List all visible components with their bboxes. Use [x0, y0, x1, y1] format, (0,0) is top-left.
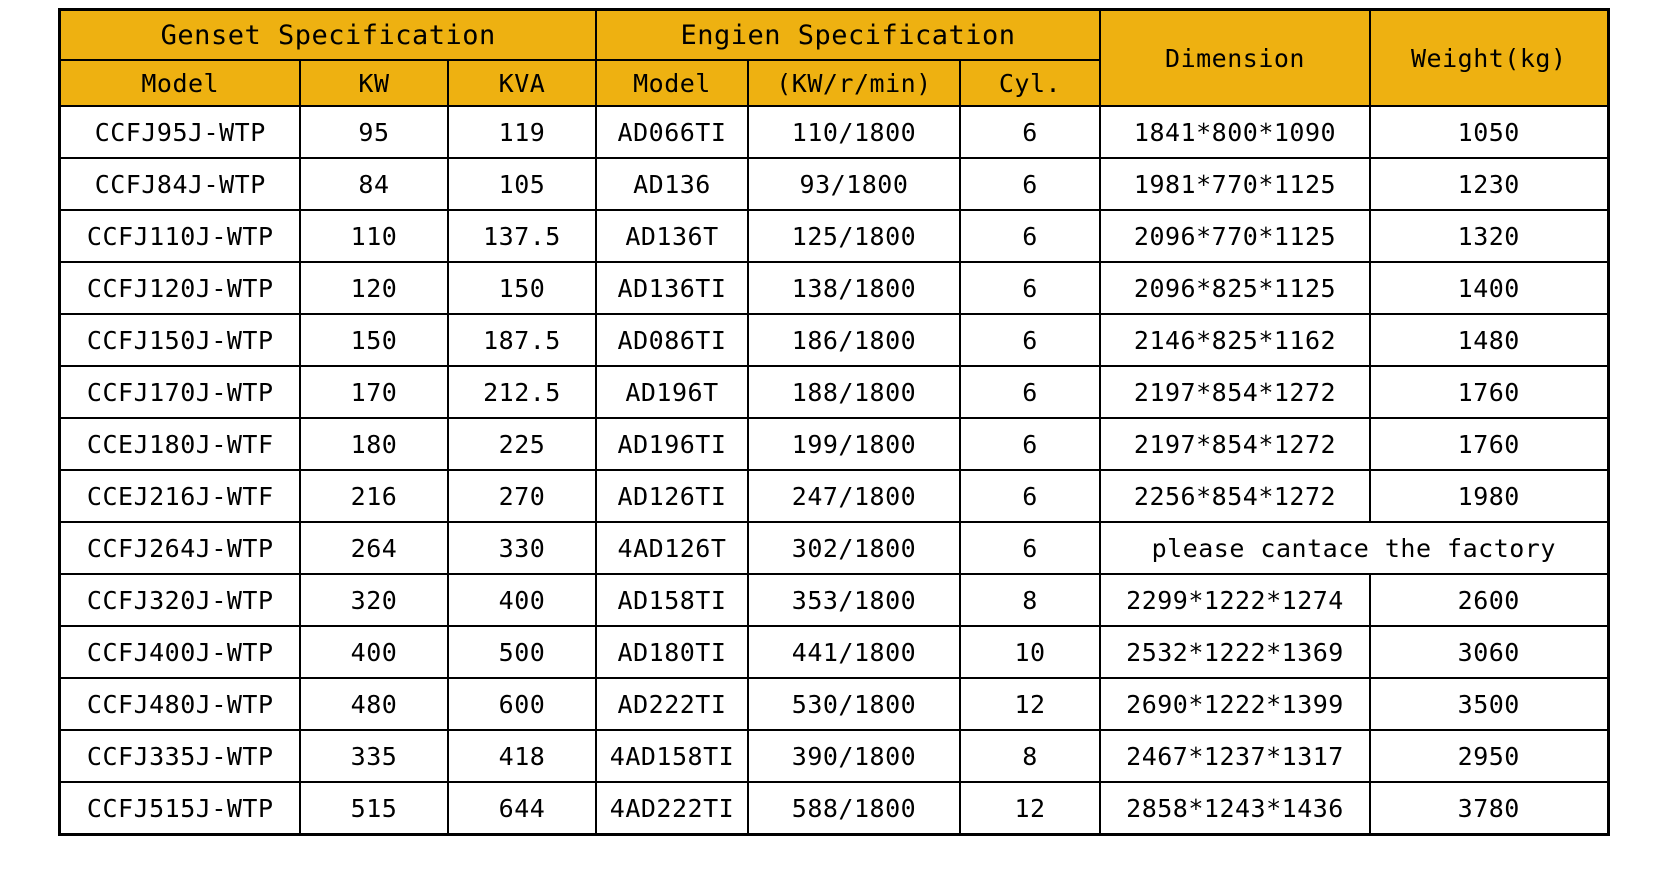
- table-row: [60, 574, 1608, 626]
- cell-weight: 1320: [1370, 210, 1608, 262]
- header-genset-model: Model: [60, 60, 300, 106]
- cell-kw: 170: [300, 366, 448, 418]
- table-row: [60, 366, 1608, 418]
- cell-dimension: 2197*854*1272: [1100, 366, 1370, 418]
- cell-cyl: 6: [960, 210, 1100, 262]
- cell-genset-model: CCFJ110J-WTP: [60, 210, 300, 262]
- table-row: [60, 106, 1608, 158]
- header-group-row: [60, 10, 1608, 61]
- cell-kw-rmin: 110/1800: [748, 106, 960, 158]
- header-dimension: Dimension: [1100, 10, 1370, 107]
- cell-kw-rmin: 441/1800: [748, 626, 960, 678]
- cell-kva: 270: [448, 470, 596, 522]
- cell-genset-model: CCFJ400J-WTP: [60, 626, 300, 678]
- table-row: [60, 678, 1608, 730]
- cell-weight: 1480: [1370, 314, 1608, 366]
- cell-kw: 95: [300, 106, 448, 158]
- cell-kw-rmin: 125/1800: [748, 210, 960, 262]
- cell-genset-model: CCFJ335J-WTP: [60, 730, 300, 782]
- header-weight: Weight(kg): [1370, 10, 1608, 107]
- cell-engine-model: AD136: [596, 158, 748, 210]
- table-row: [60, 522, 1608, 574]
- cell-genset-model: CCFJ95J-WTP: [60, 106, 300, 158]
- header-engine-model: Model: [596, 60, 748, 106]
- cell-engine-model: AD180TI: [596, 626, 748, 678]
- header-cyl: Cyl.: [960, 60, 1100, 106]
- cell-kw: 320: [300, 574, 448, 626]
- header-kw: KW: [300, 60, 448, 106]
- cell-kw-rmin: 93/1800: [748, 158, 960, 210]
- genset-specification-table: [58, 8, 1609, 836]
- cell-engine-model: 4AD158TI: [596, 730, 748, 782]
- cell-cyl: 6: [960, 418, 1100, 470]
- cell-kw: 120: [300, 262, 448, 314]
- cell-cyl: 8: [960, 730, 1100, 782]
- cell-dimension: 2096*770*1125: [1100, 210, 1370, 262]
- cell-cyl: 6: [960, 366, 1100, 418]
- cell-kw-rmin: 138/1800: [748, 262, 960, 314]
- cell-cyl: 12: [960, 782, 1100, 835]
- header-engine-specification: Engien Specification: [596, 10, 1100, 61]
- table-row: [60, 418, 1608, 470]
- cell-kw: 84: [300, 158, 448, 210]
- cell-dimension: 2858*1243*1436: [1100, 782, 1370, 835]
- cell-dimension: 1981*770*1125: [1100, 158, 1370, 210]
- header-genset-specification: Genset Specification: [60, 10, 596, 61]
- cell-kw-rmin: 588/1800: [748, 782, 960, 835]
- cell-dimension: 2467*1237*1317: [1100, 730, 1370, 782]
- table-row: [60, 314, 1608, 366]
- cell-engine-model: AD158TI: [596, 574, 748, 626]
- cell-dimension: 2256*854*1272: [1100, 470, 1370, 522]
- cell-genset-model: CCFJ120J-WTP: [60, 262, 300, 314]
- cell-engine-model: AD066TI: [596, 106, 748, 158]
- cell-engine-model: AD136TI: [596, 262, 748, 314]
- cell-kva: 500: [448, 626, 596, 678]
- cell-cyl: 6: [960, 470, 1100, 522]
- cell-weight: 1760: [1370, 418, 1608, 470]
- cell-engine-model: AD126TI: [596, 470, 748, 522]
- cell-kw-rmin: 353/1800: [748, 574, 960, 626]
- cell-dimension: please cantace the factory: [1100, 522, 1608, 574]
- cell-weight: 1400: [1370, 262, 1608, 314]
- cell-kw-rmin: 530/1800: [748, 678, 960, 730]
- cell-engine-model: AD222TI: [596, 678, 748, 730]
- cell-kva: 212.5: [448, 366, 596, 418]
- cell-dimension: 2197*854*1272: [1100, 418, 1370, 470]
- table-header: [60, 10, 1608, 107]
- cell-genset-model: CCFJ170J-WTP: [60, 366, 300, 418]
- cell-engine-model: 4AD126T: [596, 522, 748, 574]
- table-row: [60, 782, 1608, 835]
- cell-kva: 225: [448, 418, 596, 470]
- cell-kva: 600: [448, 678, 596, 730]
- cell-kw: 110: [300, 210, 448, 262]
- cell-kva: 137.5: [448, 210, 596, 262]
- cell-kva: 119: [448, 106, 596, 158]
- table-row: [60, 730, 1608, 782]
- cell-kva: 400: [448, 574, 596, 626]
- cell-genset-model: CCEJ180J-WTF: [60, 418, 300, 470]
- cell-kva: 105: [448, 158, 596, 210]
- cell-cyl: 6: [960, 158, 1100, 210]
- cell-kva: 150: [448, 262, 596, 314]
- cell-engine-model: AD196T: [596, 366, 748, 418]
- cell-kw: 216: [300, 470, 448, 522]
- cell-dimension: 2146*825*1162: [1100, 314, 1370, 366]
- table-row: [60, 158, 1608, 210]
- cell-kw: 400: [300, 626, 448, 678]
- cell-engine-model: AD196TI: [596, 418, 748, 470]
- cell-genset-model: CCFJ480J-WTP: [60, 678, 300, 730]
- cell-engine-model: AD136T: [596, 210, 748, 262]
- cell-weight: 1980: [1370, 470, 1608, 522]
- cell-weight: 1760: [1370, 366, 1608, 418]
- cell-genset-model: CCFJ84J-WTP: [60, 158, 300, 210]
- header-kw-rmin: (KW/r/min): [748, 60, 960, 106]
- cell-kva: 187.5: [448, 314, 596, 366]
- table-row: [60, 262, 1608, 314]
- cell-kw: 264: [300, 522, 448, 574]
- cell-kva: 418: [448, 730, 596, 782]
- table-body: [60, 106, 1608, 835]
- cell-dimension: 1841*800*1090: [1100, 106, 1370, 158]
- cell-kva: 644: [448, 782, 596, 835]
- cell-dimension: 2532*1222*1369: [1100, 626, 1370, 678]
- cell-kw-rmin: 186/1800: [748, 314, 960, 366]
- cell-kw: 515: [300, 782, 448, 835]
- cell-cyl: 12: [960, 678, 1100, 730]
- cell-cyl: 6: [960, 106, 1100, 158]
- table-row: [60, 626, 1608, 678]
- cell-cyl: 6: [960, 262, 1100, 314]
- cell-cyl: 10: [960, 626, 1100, 678]
- cell-kw-rmin: 302/1800: [748, 522, 960, 574]
- cell-weight: 1050: [1370, 106, 1608, 158]
- cell-engine-model: 4AD222TI: [596, 782, 748, 835]
- cell-weight: 1230: [1370, 158, 1608, 210]
- table-row: [60, 210, 1608, 262]
- cell-kw: 180: [300, 418, 448, 470]
- cell-dimension: 2299*1222*1274: [1100, 574, 1370, 626]
- cell-kw-rmin: 390/1800: [748, 730, 960, 782]
- cell-kw: 150: [300, 314, 448, 366]
- cell-weight: 3780: [1370, 782, 1608, 835]
- cell-kw-rmin: 199/1800: [748, 418, 960, 470]
- cell-genset-model: CCFJ264J-WTP: [60, 522, 300, 574]
- cell-weight: 2600: [1370, 574, 1608, 626]
- cell-weight: 2950: [1370, 730, 1608, 782]
- cell-genset-model: CCEJ216J-WTF: [60, 470, 300, 522]
- cell-kw: 335: [300, 730, 448, 782]
- header-kva: KVA: [448, 60, 596, 106]
- cell-genset-model: CCFJ150J-WTP: [60, 314, 300, 366]
- cell-weight: 3500: [1370, 678, 1608, 730]
- cell-engine-model: AD086TI: [596, 314, 748, 366]
- cell-kw: 480: [300, 678, 448, 730]
- table-row: [60, 470, 1608, 522]
- cell-genset-model: CCFJ515J-WTP: [60, 782, 300, 835]
- cell-kw-rmin: 247/1800: [748, 470, 960, 522]
- cell-cyl: 8: [960, 574, 1100, 626]
- cell-genset-model: CCFJ320J-WTP: [60, 574, 300, 626]
- cell-dimension: 2096*825*1125: [1100, 262, 1370, 314]
- cell-weight: 3060: [1370, 626, 1608, 678]
- cell-cyl: 6: [960, 522, 1100, 574]
- cell-kw-rmin: 188/1800: [748, 366, 960, 418]
- cell-kva: 330: [448, 522, 596, 574]
- cell-cyl: 6: [960, 314, 1100, 366]
- cell-dimension: 2690*1222*1399: [1100, 678, 1370, 730]
